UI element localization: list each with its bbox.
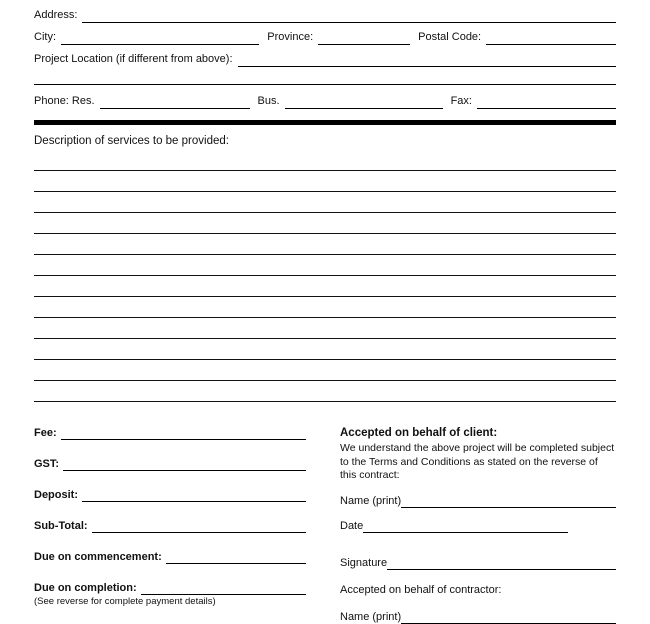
due-completion-input[interactable]	[141, 581, 306, 595]
gst-label: GST:	[34, 458, 60, 470]
phone-res-label: Phone: Res.	[34, 95, 95, 107]
province-label: Province:	[267, 31, 314, 43]
contractor-name-input[interactable]	[401, 610, 616, 624]
client-name-row	[340, 494, 616, 508]
phone-res-input[interactable]	[100, 94, 250, 109]
city-province-postal-row	[34, 30, 616, 45]
fee-input[interactable]	[61, 426, 306, 440]
contractor-name-row	[340, 610, 616, 624]
due-commencement-row	[34, 550, 306, 564]
date-row	[340, 519, 616, 533]
phone-bus-input[interactable]	[285, 94, 443, 109]
description-line[interactable]	[34, 360, 616, 381]
phone-row	[34, 94, 616, 109]
description-line[interactable]	[34, 318, 616, 339]
project-location-row	[34, 52, 616, 67]
deposit-row	[34, 488, 306, 502]
province-input[interactable]	[318, 30, 410, 45]
deposit-input[interactable]	[82, 488, 306, 502]
description-line[interactable]	[34, 150, 616, 171]
postal-code-label: Postal Code:	[418, 31, 482, 43]
subtotal-label: Sub-Total:	[34, 520, 88, 532]
city-input[interactable]	[61, 30, 259, 45]
gst-input[interactable]	[63, 457, 306, 471]
bottom-section	[34, 426, 616, 624]
client-name-input[interactable]	[401, 494, 616, 508]
due-commencement-input[interactable]	[166, 550, 306, 564]
description-line[interactable]	[34, 213, 616, 234]
subtotal-row	[34, 519, 306, 533]
acceptance-column	[340, 426, 616, 624]
description-line[interactable]	[34, 276, 616, 297]
project-location-input[interactable]	[238, 52, 616, 67]
gst-row	[34, 457, 306, 471]
description-line[interactable]	[34, 234, 616, 255]
signature-input[interactable]	[387, 556, 616, 570]
client-acceptance-heading: Accepted on behalf of client:	[340, 427, 498, 439]
address-input[interactable]	[82, 8, 616, 23]
payment-column	[34, 426, 306, 624]
date-label: Date	[340, 519, 364, 532]
fee-row	[34, 426, 306, 440]
description-line[interactable]	[34, 171, 616, 192]
date-input[interactable]	[363, 519, 568, 533]
contractor-acceptance-heading: Accepted on behalf of contractor:	[340, 583, 502, 596]
description-line[interactable]	[34, 381, 616, 402]
subtotal-input[interactable]	[92, 519, 306, 533]
signature-row	[340, 556, 616, 570]
phone-bus-label: Bus.	[257, 95, 280, 107]
postal-code-input[interactable]	[486, 30, 616, 45]
fax-label: Fax:	[450, 95, 472, 107]
project-location-label: Project Location (if different from above):	[34, 53, 233, 65]
city-label: City:	[34, 31, 56, 43]
description-line[interactable]	[34, 297, 616, 318]
due-completion-row	[34, 581, 306, 595]
description-line[interactable]	[34, 192, 616, 213]
due-commencement-label: Due on commencement:	[34, 551, 162, 563]
address-label: Address:	[34, 9, 78, 21]
due-completion-label: Due on completion:	[34, 582, 137, 594]
payment-reverse-note: (See reverse for complete payment details)	[34, 596, 216, 607]
client-name-label: Name (print)	[340, 494, 402, 507]
description-line[interactable]	[34, 255, 616, 276]
description-label: Description of services to be provided:	[34, 135, 229, 147]
section-divider	[34, 120, 616, 125]
client-terms-text: We understand the above project will be completed subject to the Terms and Conditions as stated on the reverse of this contract:	[340, 442, 615, 481]
contractor-name-label: Name (print)	[340, 610, 402, 623]
signature-label: Signature	[340, 556, 388, 569]
project-location-extra-input[interactable]	[34, 72, 616, 85]
description-line[interactable]	[34, 339, 616, 360]
fee-label: Fee:	[34, 427, 57, 439]
fax-input[interactable]	[477, 94, 616, 109]
address-row	[34, 8, 616, 23]
description-lines	[34, 150, 616, 402]
deposit-label: Deposit:	[34, 489, 78, 501]
